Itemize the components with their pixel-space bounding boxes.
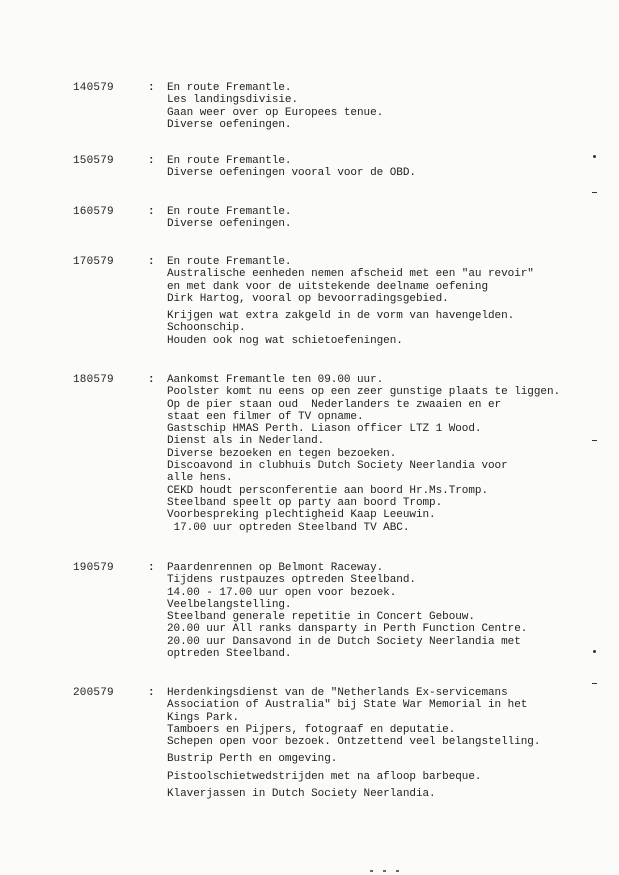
entry-line: en met dank voor de uitstekende deelname oefening [167,280,489,293]
entry-line: Tamboers en Pijpers, fotograaf en deputatie. [167,723,456,736]
entry-line: Kings Park. [167,711,240,724]
entry-line: Op de pier staan oud Nederlanders te zwaaien en er [167,398,502,411]
entry-separator: : [148,256,155,268]
entry-line: Herdenkingsdienst van de "Netherlands Ex-servicemans [167,687,508,699]
entry-line: Schepen open voor bezoek. Ontzettend veel belangstelling. [167,736,541,749]
entry-line: Gaan weer over op Europees tenue. [167,106,384,119]
entry-text [167,82,612,131]
entry-line: Schoonschip. [167,322,246,335]
entry-line: Houden ook nog wat schietoefeningen. [167,334,403,347]
entry-date: 200579 [73,687,114,699]
entry-line: Les landingsdivisie. [167,94,299,107]
entry-text [167,687,612,800]
entry-separator: : [148,206,155,218]
entry-line: En route Fremantle. [167,155,292,167]
entry-line: staat een filmer of TV opname. [167,410,364,423]
entry-date: 180579 [73,374,114,386]
entry-line: Steelband speelt op party aan boord Tromp. [167,496,443,509]
entry-line: Gastschip HMAS Perth. Liason officer LTZ 1 Wood. [167,423,482,436]
entry-date: 160579 [73,206,114,218]
entry-line: En route Fremantle. [167,206,292,218]
entry-line: 17.00 uur optreden Steelband TV ABC. [167,521,410,534]
entry-line: Australische eenheden nemen afscheid met een "au revoir" [167,268,534,281]
scan-mark [593,155,596,158]
entry-separator: : [148,562,155,574]
scan-mark [592,440,597,441]
entry-line: Steelband generale repetitie in Concert Gebouw. [167,611,475,624]
entry-line: Krijgen wat extra zakgeld in de vorm van havengelden. [167,310,515,323]
entry-line: alle hens. [167,472,233,485]
entry-line: En route Fremantle. [167,82,292,94]
entry-line: 14.00 - 17.00 uur open voor bezoek. [167,586,397,599]
scan-mark [592,192,597,193]
entry-line: optreden Steelband. [167,648,292,661]
entry-line: Bustrip Perth en omgeving. [167,753,338,766]
entry-text [167,155,612,180]
scan-mark [383,870,386,872]
entry-line: Klaverjassen in Dutch Society Neerlandia. [167,788,436,801]
entry-line: Tijdens rustpauzes optreden Steelband. [167,574,416,587]
entry-line: Diverse oefeningen. [167,218,292,231]
entry-date: 140579 [73,82,114,94]
entry-line: Voorbespreking plechtigheid Kaap Leeuwin. [167,509,436,522]
entry-date: 170579 [73,256,114,268]
entry-line: Veelbelangstelling. [167,598,292,611]
entry-line: Association of Australia" bij State War Memorial in het [167,699,528,712]
entry-line: Diverse oefeningen. [167,118,292,131]
entry-line: Pistoolschietwedstrijden met na afloop barbeque. [167,770,482,783]
entry-line: Discoavond in clubhuis Dutch Society Neerlandia voor [167,460,508,473]
entry-line: 20.00 uur Dansavond in de Dutch Society Neerlandia met [167,635,521,648]
entry-separator: : [148,687,155,699]
entry-separator: : [148,374,155,386]
entry-line: Paardenrennen op Belmont Raceway. [167,562,384,574]
entry-line: En route Fremantle. [167,256,292,268]
entry-line: Diverse oefeningen vooral voor de OBD. [167,167,416,180]
entry-line: Dirk Hartog, vooral op bevoorradingsgebied. [167,292,449,305]
scan-mark [593,650,596,653]
scan-mark [396,870,399,872]
entry-date: 190579 [73,562,114,574]
entry-text [167,374,612,534]
entry-separator: : [148,82,155,94]
entry-text [167,206,612,231]
entry-separator: : [148,155,155,167]
scan-mark [370,870,373,872]
entry-text [167,562,612,660]
scan-mark [592,683,597,684]
entry-line: CEKD houdt persconferentie aan boord Hr.Ms.Tromp. [167,484,489,497]
entry-text [167,256,612,347]
entry-line: Poolster komt nu eens op een zeer gunstige plaats te liggen. [167,386,561,399]
entry-line: Aankomst Fremantle ten 09.00 uur. [167,374,384,386]
entry-date: 150579 [73,155,114,167]
entry-line: Diverse bezoeken en tegen bezoeken. [167,447,397,460]
entry-line: Dienst als in Nederland. [167,435,325,448]
entry-line: 20.00 uur All ranks dansparty in Perth Function Centre. [167,623,528,636]
